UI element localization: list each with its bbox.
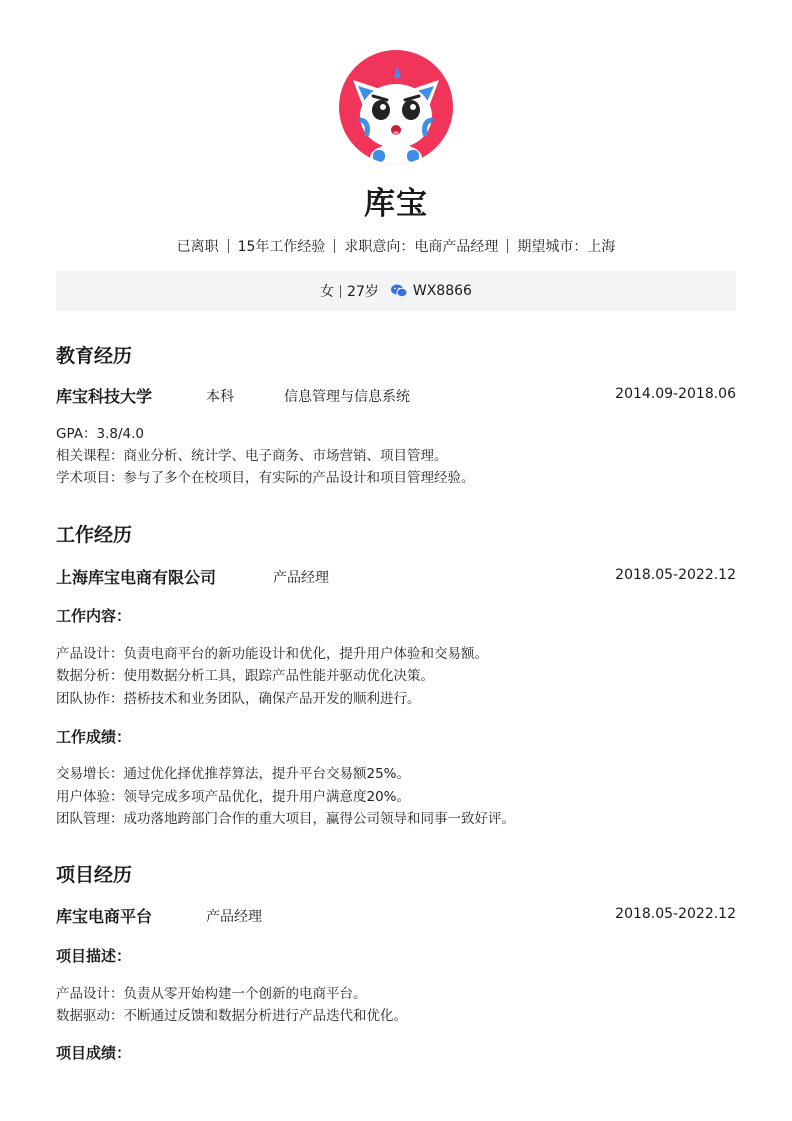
divider bbox=[507, 239, 508, 253]
divider bbox=[228, 239, 229, 253]
work-result-line: 团队管理：成功落地跨部门合作的重大项目，赢得公司领导和同事一致好评。 bbox=[56, 811, 515, 827]
major: 信息管理与信息系统 bbox=[284, 389, 410, 405]
project-role: 产品经理 bbox=[206, 909, 262, 925]
gender: 女 bbox=[320, 284, 335, 300]
education-line: GPA：3.8/4.0 bbox=[56, 426, 144, 442]
work-results-title: 工作成绩： bbox=[56, 728, 132, 746]
expected-city: 期望城市：上海 bbox=[517, 239, 616, 255]
work-row bbox=[56, 565, 736, 587]
education-line: 相关课程：商业分析、统计学、电子商务、市场营销、项目管理。 bbox=[56, 448, 448, 464]
work-role: 产品经理 bbox=[273, 570, 329, 586]
school-name: 库宝科技大学 bbox=[56, 387, 153, 406]
candidate-name: 库宝 bbox=[364, 186, 428, 222]
work-result-line: 用户体验：领导完成多项产品优化，提升用户满意度20%。 bbox=[56, 789, 411, 805]
work-result-line: 交易增长：通过优化择优推荐算法，提升平台交易额25%。 bbox=[56, 766, 411, 782]
project-name: 库宝电商平台 bbox=[56, 907, 153, 926]
divider bbox=[334, 239, 335, 253]
project-desc-title: 项目描述： bbox=[56, 947, 132, 965]
section-title-project: 项目经历 bbox=[56, 864, 133, 886]
project-desc-line: 数据驱动：不断通过反馈和数据分析进行产品迭代和优化。 bbox=[56, 1008, 407, 1024]
education-line: 学术项目：参与了多个在校项目，有实际的产品设计和项目管理经验。 bbox=[56, 470, 475, 486]
contact-info-bar bbox=[56, 271, 736, 311]
project-results-title: 项目成绩： bbox=[56, 1044, 132, 1062]
work-date: 2018.05-2022.12 bbox=[615, 567, 736, 583]
work-content-line: 团队协作：搭桥技术和业务团队，确保产品开发的顺利进行。 bbox=[56, 691, 421, 707]
project-desc-line: 产品设计：负责从零开始构建一个创新的电商平台。 bbox=[56, 986, 367, 1002]
divider bbox=[340, 285, 341, 298]
degree: 本科 bbox=[206, 389, 234, 405]
section-title-work: 工作经历 bbox=[56, 524, 133, 546]
avatar bbox=[339, 50, 453, 164]
wechat-icon bbox=[391, 284, 407, 298]
work-content-line: 数据分析：使用数据分析工具，跟踪产品性能并驱动优化决策。 bbox=[56, 668, 434, 684]
cat-mascot-icon bbox=[339, 50, 453, 164]
wechat-id: WX8866 bbox=[412, 283, 472, 299]
work-content-title: 工作内容： bbox=[56, 607, 132, 625]
work-content-line: 产品设计：负责电商平台的新功能设计和优化，提升用户体验和交易额。 bbox=[56, 646, 488, 662]
employment-status: 已离职 bbox=[176, 239, 219, 255]
education-date: 2014.09-2018.06 bbox=[615, 386, 736, 402]
project-date: 2018.05-2022.12 bbox=[615, 906, 736, 922]
years-experience: 15年工作经验 bbox=[237, 239, 326, 255]
age: 27岁 bbox=[347, 284, 379, 300]
candidate-meta bbox=[0, 236, 792, 256]
section-title-education: 教育经历 bbox=[56, 345, 133, 367]
company-name: 上海库宝电商有限公司 bbox=[56, 568, 217, 587]
education-row bbox=[56, 384, 736, 406]
job-intention: 求职意向：电商产品经理 bbox=[344, 239, 499, 255]
project-row bbox=[56, 904, 736, 926]
